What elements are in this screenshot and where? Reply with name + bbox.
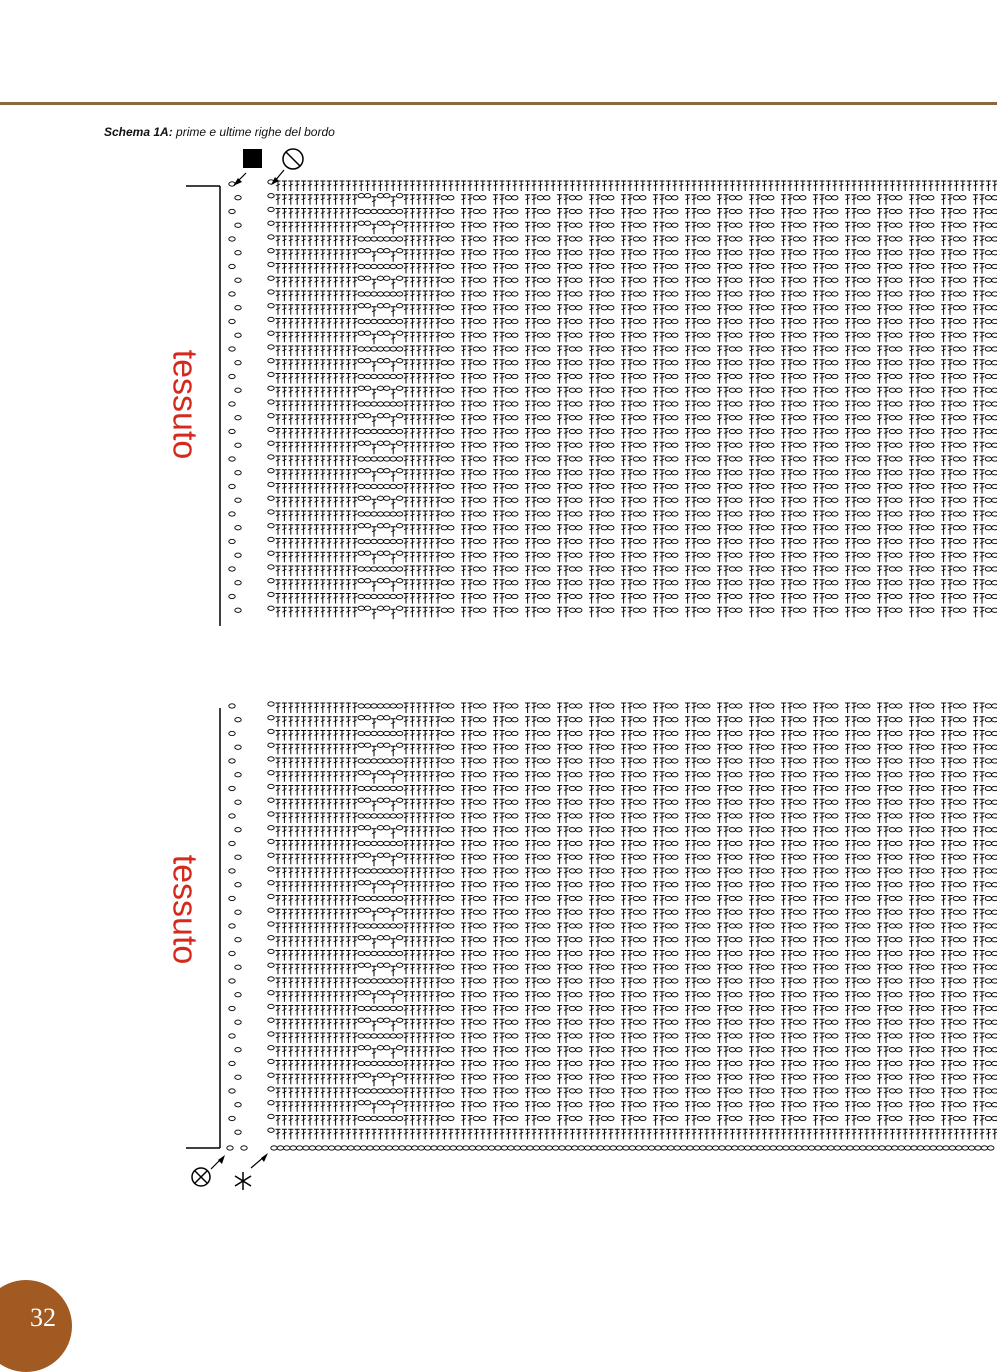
- turning-chain: [229, 290, 274, 296]
- turning-chain: [235, 579, 274, 585]
- crossed-circle-icon: [192, 1168, 210, 1186]
- stitch-row: [276, 771, 997, 784]
- turning-chain: [235, 249, 274, 255]
- stitch-row: [276, 813, 997, 823]
- stitch-row: [276, 826, 997, 839]
- turning-chain: [235, 1046, 274, 1052]
- stitch-grid-top: [229, 180, 997, 619]
- stitch-row: [276, 991, 997, 1004]
- turning-chain: [229, 565, 274, 571]
- turning-chain: [229, 729, 274, 735]
- stitch-row: [276, 908, 997, 921]
- stitch-row: [276, 594, 997, 604]
- turning-chain: [229, 400, 274, 406]
- stitch-row: [276, 291, 997, 301]
- turning-chain: [229, 510, 274, 516]
- stitch-row: [276, 566, 997, 576]
- stitch-row: [276, 606, 997, 619]
- stitch-row: [276, 1073, 997, 1086]
- stitch-row: [276, 798, 997, 811]
- turning-chain: [229, 372, 274, 378]
- turning-chain: [229, 839, 274, 845]
- turning-chain: [229, 262, 274, 268]
- stitch-row: [276, 524, 997, 537]
- stitch-row: [276, 331, 997, 344]
- stitch-row: [276, 881, 997, 894]
- stitch-row: [276, 786, 997, 796]
- stitch-row: [276, 374, 997, 384]
- turning-chain: [235, 991, 274, 997]
- stitch-row: [276, 264, 997, 274]
- turning-chain: [235, 963, 274, 969]
- turning-chain: [229, 702, 274, 708]
- turning-chain: [229, 867, 274, 873]
- turning-chain: [235, 743, 274, 749]
- page-number: 32: [18, 1303, 68, 1333]
- stitch-row: [276, 731, 997, 741]
- stitch-row: [276, 841, 997, 851]
- stitch-row: [276, 1033, 997, 1043]
- stitch-row: [276, 1088, 997, 1098]
- turning-chain: [235, 606, 274, 612]
- side-label-bottom: tessuto: [165, 830, 204, 990]
- stitch-row: [276, 1129, 997, 1139]
- turning-chain: [229, 894, 274, 900]
- stitch-row: [276, 716, 997, 729]
- stitch-row: [276, 441, 997, 454]
- turning-chain: [235, 771, 274, 777]
- turning-chain: [235, 1018, 274, 1024]
- stitch-row: [276, 1116, 997, 1126]
- turning-chain: [229, 949, 274, 955]
- turning-chain: [235, 853, 274, 859]
- stitch-row: [276, 249, 997, 262]
- stitch-row: [276, 209, 997, 219]
- turning-chain: [229, 1032, 274, 1038]
- turning-chain: [235, 469, 274, 475]
- stitch-row: [276, 896, 997, 906]
- turning-chain: [229, 1004, 274, 1010]
- stitch-row: [276, 936, 997, 949]
- turning-chain: [235, 414, 274, 420]
- stitch-row: [276, 1101, 997, 1114]
- stitch-row: [276, 579, 997, 592]
- caption-subtitle: prime e ultime righe del bordo: [176, 125, 335, 139]
- stitch-row: [276, 346, 997, 356]
- stitch-row: [276, 401, 997, 411]
- turning-chain: [229, 977, 274, 983]
- asterisk-icon: [235, 1172, 251, 1190]
- arrow-icon: [211, 1153, 268, 1169]
- stitch-row: [276, 978, 997, 988]
- arrow-icon: [233, 170, 284, 186]
- turning-chain: [229, 207, 274, 213]
- foundation-chain: [227, 1146, 994, 1150]
- caption-title: Schema 1A:: [104, 125, 173, 139]
- stitch-row: [276, 551, 997, 564]
- turning-chain: [235, 441, 274, 447]
- stitch-row: [276, 386, 997, 399]
- turning-chain: [235, 1101, 274, 1107]
- stitch-row: [276, 414, 997, 427]
- turning-chain: [229, 1087, 274, 1093]
- stitch-row: [276, 511, 997, 521]
- turning-chain: [235, 496, 274, 502]
- stitch-row: [276, 1018, 997, 1031]
- turning-chain: [235, 881, 274, 887]
- turning-chain: [229, 317, 274, 323]
- stitch-row: [276, 853, 997, 866]
- turning-chain: [229, 757, 274, 763]
- turning-chain: [229, 1114, 274, 1120]
- slashed-circle-icon: [283, 149, 303, 169]
- stitch-row: [276, 359, 997, 372]
- turning-chain: [235, 936, 274, 942]
- turning-chain: [235, 551, 274, 557]
- turning-chain: [235, 1073, 274, 1079]
- turning-chain: [235, 798, 274, 804]
- turning-chain: [235, 524, 274, 530]
- stitch-row: [276, 304, 997, 317]
- turning-chain: [229, 812, 274, 818]
- turning-chain: [229, 592, 274, 598]
- turning-chain: [229, 427, 274, 433]
- stitch-row: [276, 469, 997, 482]
- turning-chain: [229, 784, 274, 790]
- stitch-row: [276, 276, 997, 289]
- stitch-row: [276, 319, 997, 329]
- stitch-row: [276, 539, 997, 549]
- turning-chain: [235, 194, 274, 200]
- stitch-grid-bottom: [227, 702, 997, 1150]
- turning-chain: [235, 826, 274, 832]
- turning-chain: [229, 482, 274, 488]
- turning-chain: [229, 345, 274, 351]
- stitch-row: [276, 951, 997, 961]
- stitch-row: [276, 868, 997, 878]
- side-label-top: tessuto: [165, 325, 204, 485]
- stitch-row: [276, 743, 997, 756]
- turning-chain: [235, 331, 274, 337]
- turning-chain: [235, 276, 274, 282]
- stitch-row: [276, 758, 997, 768]
- stitch-row: [276, 181, 997, 191]
- turning-chain: [229, 235, 274, 241]
- stitch-row: [276, 1006, 997, 1016]
- stitch-row: [276, 963, 997, 976]
- turning-chain: [229, 537, 274, 543]
- turning-chain: [229, 1059, 274, 1065]
- stitch-row: [276, 1061, 997, 1071]
- stitch-row: [276, 429, 997, 439]
- stitch-row: [276, 194, 997, 207]
- stitch-row: [276, 923, 997, 933]
- turning-chain: [235, 1128, 274, 1134]
- stitch-row: [276, 484, 997, 494]
- stitch-row: [276, 703, 997, 713]
- turning-chain: [235, 386, 274, 392]
- stitch-row: [276, 1046, 997, 1059]
- stitch-row: [276, 456, 997, 466]
- turning-chain: [235, 221, 274, 227]
- turning-chain: [235, 359, 274, 365]
- turning-chain: [229, 455, 274, 461]
- stitch-row: [276, 496, 997, 509]
- stitch-row: [276, 236, 997, 246]
- turning-chain: [235, 716, 274, 722]
- turning-chain: [235, 908, 274, 914]
- stitch-row: [276, 221, 997, 234]
- turning-chain: [235, 304, 274, 310]
- turning-chain: [229, 922, 274, 928]
